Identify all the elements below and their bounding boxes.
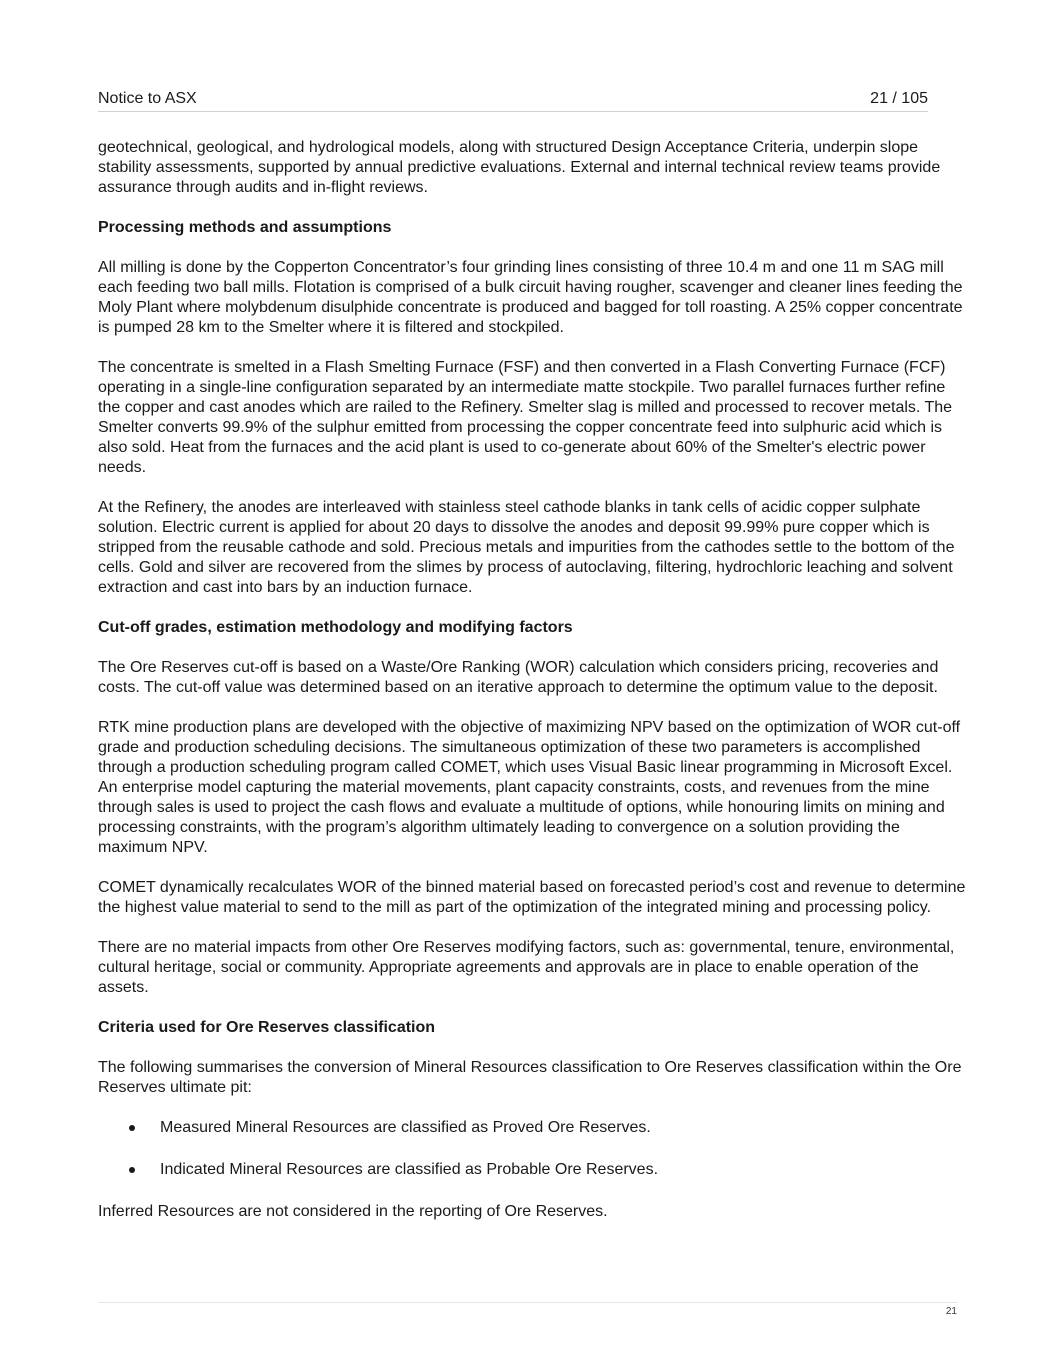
paragraph-criteria: The following summarises the conversion of Mineral Resources classification to Ore Reserves classification within the Ore Reserves ultimate pit:	[98, 1059, 962, 1096]
classification-list	[98, 1118, 968, 1180]
heading-cutoff: Cut-off grades, estimation methodology and modifying factors	[98, 619, 573, 636]
bullet-icon	[129, 1167, 135, 1173]
paragraph-refinery: At the Refinery, the anodes are interleaved with stainless steel cathode blanks in tank cells of acidic copper sulphate solution. Electric current is applied for about 20 days to dissolve the anodes and deposit 99.99% pure copper which is stripped from the reusable cathode and sold. Precious metals and impurities from the cathodes settle to the bottom of the cells. Gold and silver are recovered from the slimes by process of autoclaving, filtering, hydrochloric leaching and solvent extraction and cast into bars by an induction furnace.	[98, 499, 955, 596]
paragraph-milling: All milling is done by the Copperton Concentrator’s four grinding lines consisting of three 10.4 m and one 11 m SAG mill each feeding two ball mills. Flotation is comprised of a bulk circuit having rougher, scavenger and cleaner lines feeding the Moly Plant where molybdenum disulphide concentrate is produced and bagged for toll roasting. A 25% copper concentrate is pumped 28 km to the Smelter where it is filtered and stockpiled.	[98, 259, 963, 336]
document-body	[98, 138, 968, 1242]
list-item-text: Measured Mineral Resources are classified as Proved Ore Reserves.	[160, 1119, 651, 1136]
footer-divider	[98, 1302, 958, 1303]
paragraph-comet: COMET dynamically recalculates WOR of the binned material based on forecasted period’s cost and revenue to determine the highest value material to send to the mill as part of the optimization of the integrated mining and processing policy.	[98, 879, 966, 916]
heading-criteria: Criteria used for Ore Reserves classification	[98, 1019, 436, 1036]
paragraph-cutoff: The Ore Reserves cut-off is based on a Waste/Ore Ranking (WOR) calculation which considers pricing, recoveries and costs. The cut-off value was determined based on an iterative approach to determine the optimum value to the deposit.	[98, 659, 939, 696]
list-item-text: Indicated Mineral Resources are classified as Probable Ore Reserves.	[160, 1161, 659, 1178]
paragraph-inferred: Inferred Resources are not considered in the reporting of Ore Reserves.	[98, 1203, 608, 1220]
heading-processing: Processing methods and assumptions	[98, 219, 392, 236]
footer-page-number: 21	[945, 1306, 957, 1317]
paragraph-intro: geotechnical, geological, and hydrological models, along with structured Design Acceptance Criteria, underpin slope stability assessments, supported by annual predictive evaluations. External and internal technical review teams provide assurance through audits and in-flight reviews.	[98, 139, 941, 196]
paragraph-modifying-factors: There are no material impacts from other Ore Reserves modifying factors, such as: governmental, tenure, environmental, cultural heritage, social or community. Appropriate agreements and approvals are in place to enable operation of the assets.	[98, 939, 955, 996]
paragraph-rtk: RTK mine production plans are developed with the objective of maximizing NPV based on the optimization of WOR cut-off grade and production scheduling decisions. The simultaneous optimization of these two parameters is accomplished through a production scheduling program called COMET, which uses Visual Basic linear programming in Microsoft Excel. An enterprise model capturing the material movements, plant capacity constraints, costs, and revenues from the mine through sales is used to project the cash flows and evaluate a multitude of options, while honouring limits on mining and processing constraints, with the program’s algorithm ultimately leading to convergence on a solution providing the maximum NPV.	[98, 719, 961, 856]
page-indicator: 21 / 105	[870, 90, 928, 107]
paragraph-smelting: The concentrate is smelted in a Flash Smelting Furnace (FSF) and then converted in a Flash Converting Furnace (FCF) operating in a single-line configuration separated by an intermediate matte stockpile. Two parallel furnaces further refine the copper and cast anodes which are railed to the Refinery. Smelter slag is milled and processed to recover metals. The Smelter converts 99.9% of the sulphur emitted from processing the copper concentrate feed into sulphuric acid which is also sold. Heat from the furnaces and the acid plant is used to co-generate about 60% of the Smelter's electric power needs.	[98, 359, 953, 476]
document-title: Notice to ASX	[98, 90, 197, 107]
list-item	[98, 1160, 968, 1180]
bullet-icon	[129, 1125, 135, 1131]
list-item	[98, 1118, 968, 1138]
page-header	[98, 89, 928, 112]
